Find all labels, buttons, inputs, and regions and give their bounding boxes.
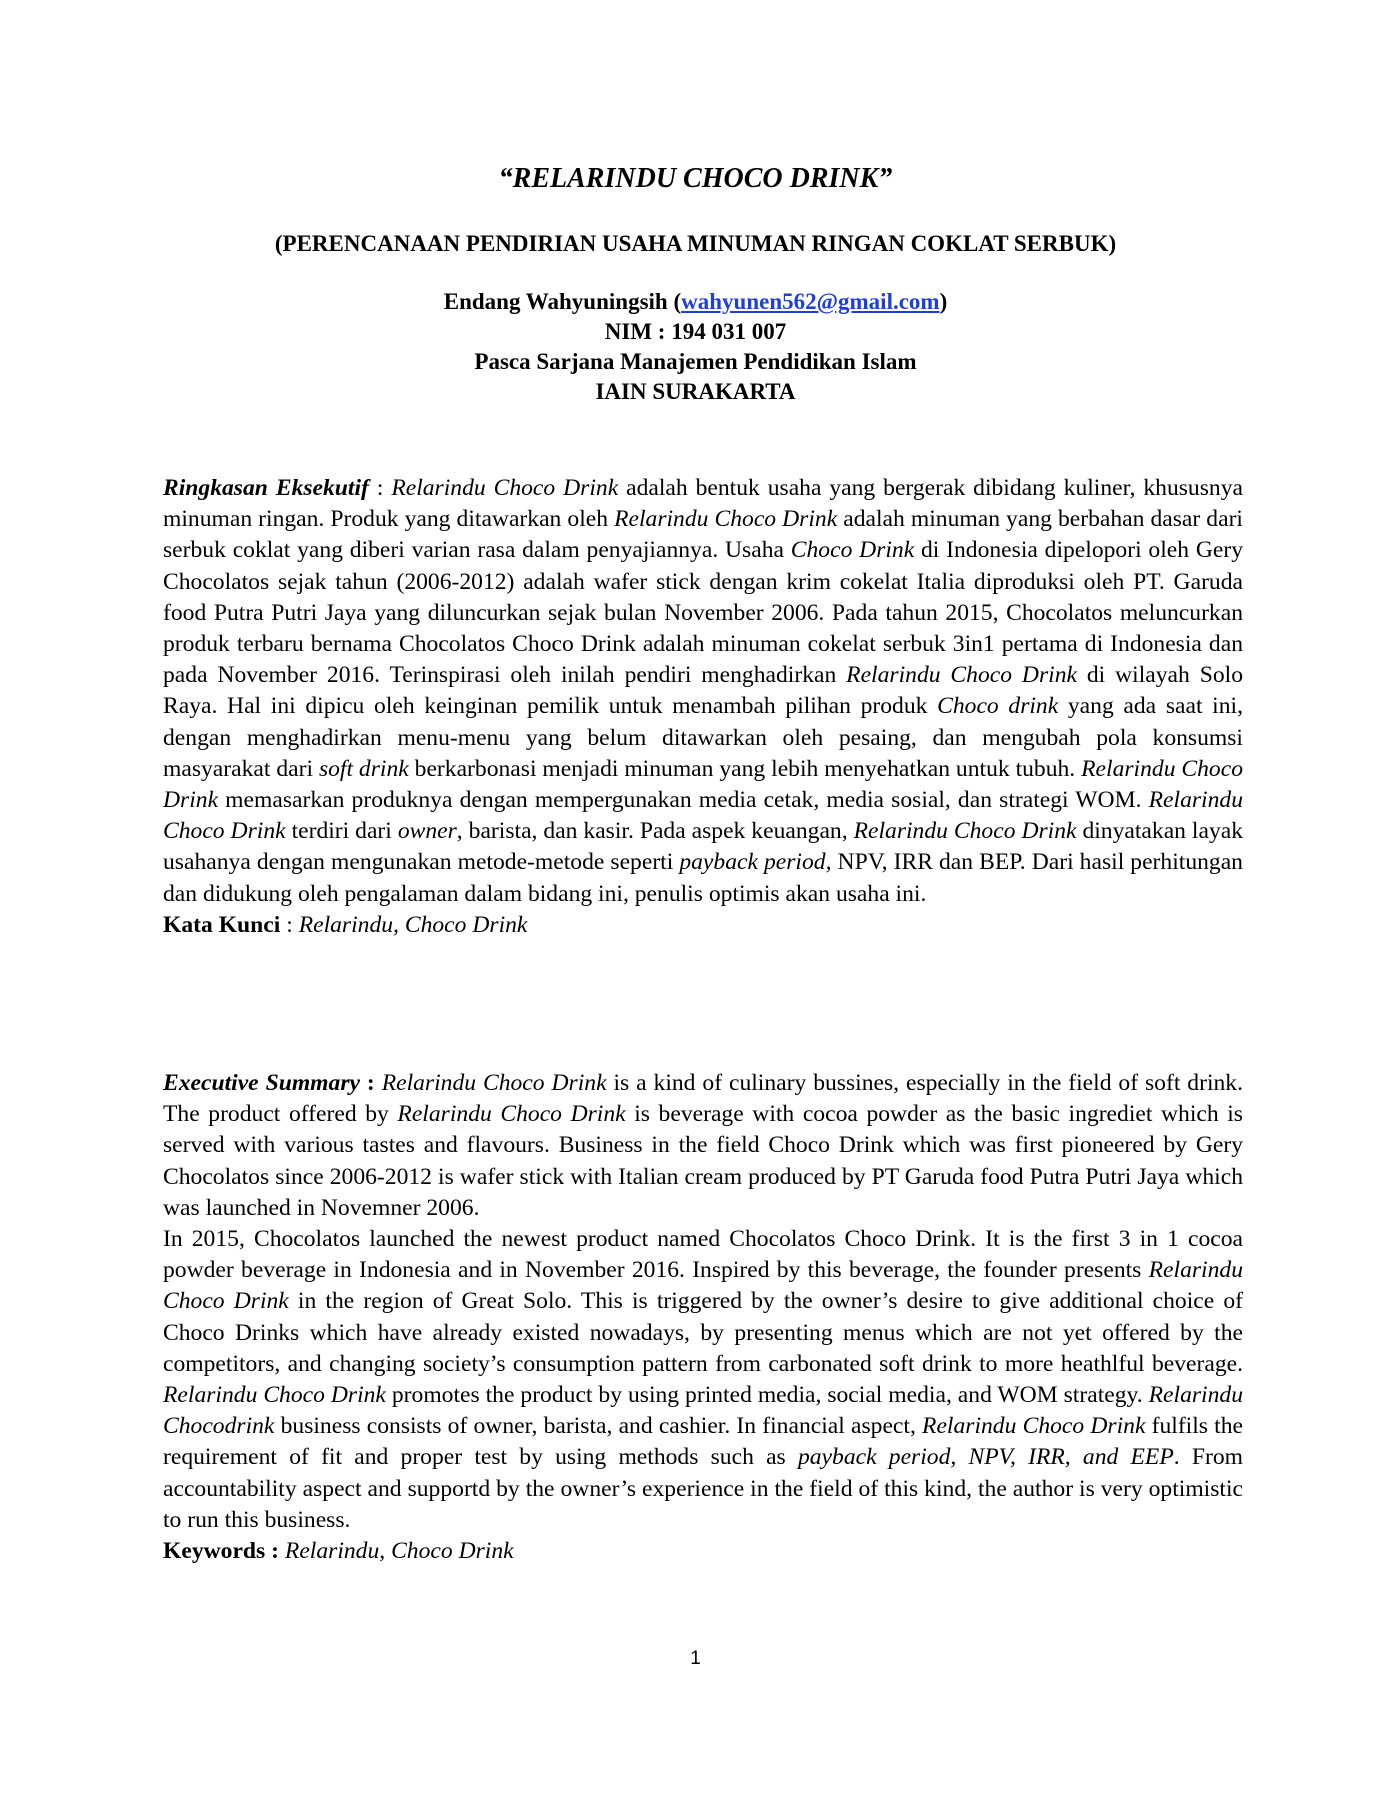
text-run: berkarbonasi menjadi minuman yang lebih menyehatkan untuk tubuh. — [408, 755, 1082, 782]
text-run: Relarindu Choco Drink — [397, 1101, 626, 1128]
keywords-id-label: Kata Kunci — [163, 911, 281, 938]
abstract-id-heading: Ringkasan Eksekutif — [163, 475, 369, 501]
text-run: in the region of Great Solo. This is triggered by the owner’s desire to give additional choice of Choco Drinks which have already existed nowadays, by presenting menus which are not yet offered by the competitors, and changing society’s consumption pattern from carbonated soft drink to more heathlful beverage. — [163, 1288, 1244, 1377]
abstract-en-sep: : — [359, 1070, 382, 1096]
text-run: NPV, IRR dan BEP. Dari hasil perhitungan dan didukung oleh pengalaman dalam bidang ini, penulis optimis akan usaha ini. — [163, 849, 1243, 907]
text-run: soft drink — [318, 755, 409, 782]
keywords-id-value: Relarindu, Choco Drink — [298, 911, 528, 938]
author-nim: NIM : 194 031 007 — [604, 319, 787, 344]
author-institution: IAIN SURAKARTA — [595, 379, 796, 404]
keywords-en-value: Relarindu, Choco Drink — [284, 1538, 514, 1565]
paper-subtitle: (PERENCANAAN PENDIRIAN USAHA MINUMAN RINGAN COKLAT SERBUK) — [274, 231, 1117, 256]
text-run: adalah minuman yang berbahan dasar dari serbuk coklat yang diberi varian rasa dalam penyajiannya. Usaha — [163, 506, 1243, 564]
author-block — [0, 287, 1391, 407]
abstract-en-paragraph-2 — [163, 1224, 1243, 1536]
abstract-indonesian — [163, 473, 1243, 941]
page-number: 1 — [690, 1648, 701, 1669]
text-run: Relarindu Choco Drink — [163, 787, 1243, 845]
text-run: Relarindu Choco Drink — [853, 818, 1077, 845]
paper-title: “RELARINDU CHOCO DRINK” — [498, 163, 893, 194]
text-run: payback period, — [679, 849, 832, 876]
keywords-id-sep: : — [280, 911, 299, 938]
text-run: owner — [397, 818, 457, 845]
author-email-link[interactable]: wahyunen562@gmail.com — [681, 289, 940, 314]
text-run: is beverage with cocoa powder as the basic ingrediet which is served with various tastes and flavours. Business in the field Choco Drink which was first pioneered by Gery Chocolatos since 2006-2012 is wafer stick with Italian cream produced by PT Garuda food Putra Putri Jaya which was launched in Novemner 2006. — [163, 1101, 1243, 1221]
text-run: Relarindu Choco Drink — [163, 755, 1243, 814]
text-run: payback period, NPV, IRR, and EEP — [797, 1444, 1174, 1471]
text-run: Relarindu Choco Drink — [614, 506, 838, 533]
text-run: fulfils the requirement of fit and proper test by using methods such as — [163, 1413, 1243, 1471]
text-run: dinyatakan layak usahanya dengan mengunakan metode-metode seperti — [163, 818, 1244, 876]
text-run: adalah bentuk usaha yang bergerak dibidang kuliner, khususnya minuman ringan. Produk yang ditawarkan oleh — [163, 475, 1243, 533]
text-run: , barista, dan kasir. Pada aspek keuangan, — [456, 818, 854, 845]
text-run: Relarindu Choco Drink — [163, 1382, 386, 1409]
text-run: business consists of owner, barista, and cashier. In financial aspect, — [274, 1413, 923, 1440]
abstract-id-paragraph — [163, 473, 1243, 910]
text-run: Relarindu Chocodrink — [163, 1382, 1243, 1440]
author-name: Endang Wahyuningsih — [443, 289, 668, 314]
text-run: Relarindu Choco Drink — [381, 1070, 607, 1096]
text-run: terdiri dari — [285, 818, 398, 845]
text-run: di Indonesia dipelopori oleh Gery Chocolatos sejak tahun (2006-2012) adalah wafer stick dengan krim cokelat Italia diproduksi oleh PT. Garuda food Putra Putri Jaya yang diluncurkan sejak bulan November 2006. Pada tahun 2015, Chocolatos meluncurkan produk terbaru bernama Chocolatos Choco Drink adalah minuman cokelat serbuk 3in1 pertama di Indonesia dan pada November 2016. Terinspirasi oleh inilah pendiri menghadirkan — [163, 537, 1243, 689]
text-run: Choco drink — [937, 693, 1059, 720]
author-line — [0, 287, 1391, 317]
text-run: is a kind of culinary bussines, especially in the field of soft drink. The product offered by — [163, 1070, 1244, 1128]
keywords-en-label: Keywords : — [163, 1538, 279, 1565]
abstract-en-heading: Executive Summary — [163, 1070, 360, 1096]
text-run: Relarindu Choco Drink — [922, 1413, 1146, 1440]
text-run: Relarindu Choco Drink — [391, 475, 619, 501]
text-run: memasarkan produknya dengan mempergunakan media cetak, media sosial, dan strategi WOM. — [218, 787, 1149, 814]
text-run: . From accountability aspect and supportd by the owner’s experience in the field of this kind, the author is very optimistic to run this business. — [163, 1444, 1244, 1533]
text-run: Choco Drink — [790, 537, 915, 564]
abstract-id-sep: : — [368, 475, 392, 501]
email-close-paren: ) — [939, 289, 948, 314]
text-run: di wilayah Solo Raya. Hal ini dipicu oleh keinginan pemilik untuk menambah pilihan produk — [163, 662, 1243, 720]
text-run: Relarindu Choco Drink — [163, 1257, 1243, 1315]
abstract-en-paragraph-1 — [163, 1068, 1243, 1224]
text-run: Relarindu Choco Drink — [846, 662, 1077, 689]
text-run: yang ada saat ini, dengan menghadirkan menu-menu yang belum ditawarkan oleh pesaing, dan mengubah pola konsumsi masyarakat dari — [163, 693, 1243, 782]
text-run: In 2015, Chocolatos launched the newest product named Chocolatos Choco Drink. It is the first 3 in 1 cocoa powder beverage in Indonesia and in November 2016. Inspired by this beverage, the founder presents — [163, 1226, 1243, 1284]
author-program: Pasca Sarjana Manajemen Pendidikan Islam — [474, 349, 917, 374]
keywords-id — [163, 910, 1243, 941]
abstract-english — [163, 1068, 1243, 1567]
keywords-en — [163, 1536, 1243, 1567]
email-open-paren: ( — [667, 289, 682, 314]
text-run: promotes the product by using printed media, social media, and WOM strategy. — [385, 1382, 1149, 1409]
